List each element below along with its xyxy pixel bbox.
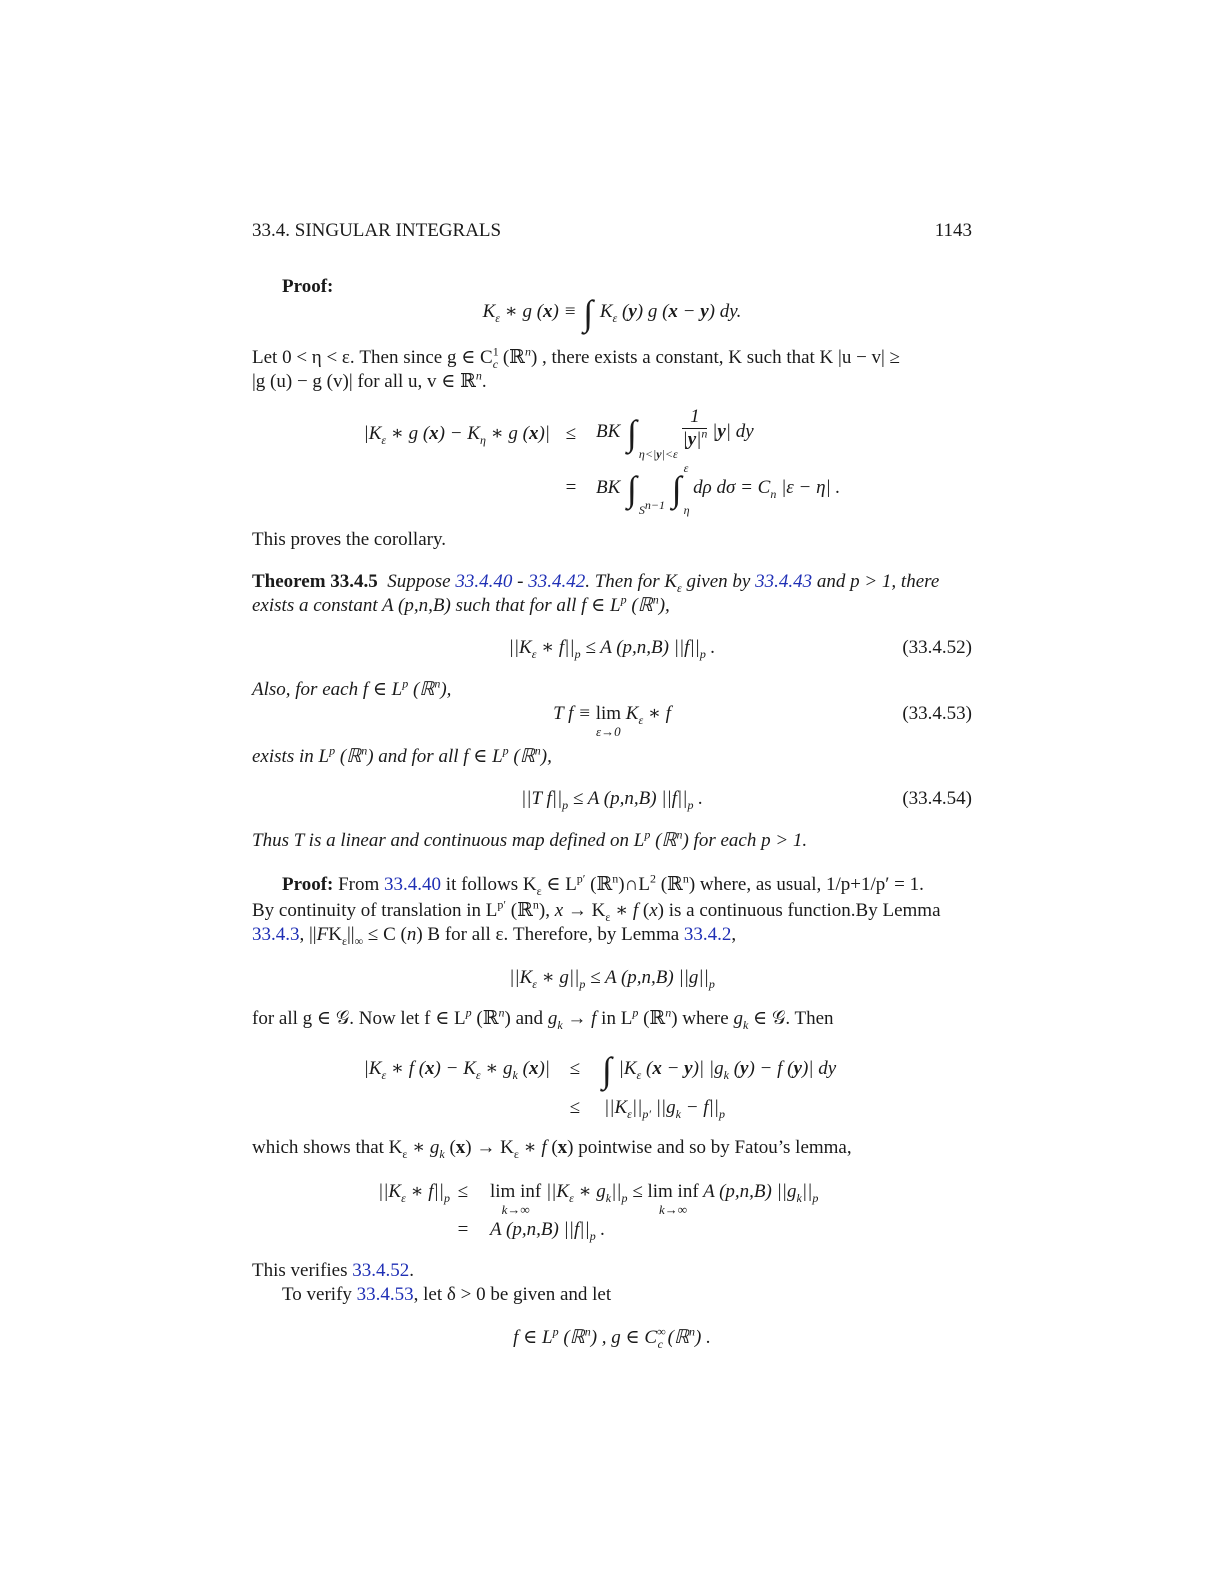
equation-33-4-54: ||T $f||_p \le A$ (p,n,B) $||f||_p$ .	[521, 788, 703, 812]
proof2-line-2: By continuity of translation in $L^{p'}$ (ℝ$^n$), $x \to K_\varepsilon$ ∗ f (x) is a continuous function.By Lemma	[252, 897, 941, 924]
theorem-statement-line-2: exists a constant A (p,n,B) such that for all f ∈ $L^p$ (ℝ$^n$),	[252, 592, 670, 616]
theorem-exists-line: exists in $L^p$ (ℝ$^n$) and for all f ∈ $L^p$ (ℝ$^n$),	[252, 743, 552, 767]
ref-33-4-40[interactable]: 33.4.40	[455, 571, 513, 592]
corollary-conclusion: This proves the corollary.	[252, 529, 446, 550]
verifies-line: This verifies 33.4.52.	[252, 1260, 415, 1281]
proof-paragraph-line-2: |g (u) − g (v)| for all u, v ∈ ℝ$^n$.	[252, 368, 487, 392]
proof2-line-3: 33.4.3, $||FK_\varepsilon||_\infty \le C$ (n) B for all ε. Therefore, by Lemma 33.4.2,	[252, 924, 737, 948]
proof2-line-4: for all g ∈ 𝒢. Now let f ∈ $L^p$ (ℝ$^n$) and $g_k \to f$ in $L^p$ (ℝ$^n$) where $g_k$ ∈ 𝒢. Then	[252, 1005, 834, 1032]
proof-label-1: Proof:	[282, 276, 334, 297]
leq-symbol-3: ≤	[569, 1097, 581, 1118]
eq-symbol: =	[565, 477, 577, 498]
section-header: 33.4. SINGULAR INTEGRALS	[252, 220, 502, 241]
ref-33-4-53[interactable]: 33.4.53	[356, 1284, 414, 1305]
estimate-lhs: $|K_\varepsilon$ ∗ g $(x) - K_\eta$ ∗ g (x)|	[363, 423, 550, 447]
bound-equation: $||K_\varepsilon$ ∗ $g||_p \le A$ (p,n,B) $||g||_p$	[509, 967, 715, 991]
theorem-also-line: Also, for each f ∈ $L^p$ (ℝ$^n$),	[252, 676, 452, 700]
estimate-rhs-2: BK $\int_{S^{n-1}}$ $\int_\eta^\varepsilon$ dρ $d\sigma = C_n$ |ε − η| .	[596, 460, 841, 517]
fatou-lhs: $||K_\varepsilon$ ∗ $f||_p$	[377, 1181, 450, 1205]
eq-number-53: (33.4.53)	[902, 703, 972, 724]
ref-lemma-33-4-2[interactable]: 33.4.2	[683, 924, 732, 945]
difference-rhs-1: ∫ $|K_\varepsilon$ (x − y)| $|g_k$ (y) − f (y)| dy	[602, 1050, 837, 1090]
proof2-line-1: Proof: From 33.4.40 it follows $K_\varepsilon$ ∈ $L^{p'}$ $(ℝ^n)\cap L^2$ (ℝ$^n$) where, as usual, 1/p+1/p′ = 1.	[282, 871, 924, 898]
eq-symbol-2: =	[457, 1219, 469, 1240]
convolution-definition: $K_\varepsilon$ ∗ g (x) ≡ ∫ $K_\varepsilon$ (y) g (x − y) dy.	[482, 293, 742, 333]
proof2-line-5: which shows that $K_\varepsilon$ ∗ $g_k$ $(x) \to K_\varepsilon$ ∗ f (x) pointwise and so by Fatou’s lemma,	[252, 1137, 852, 1161]
ref-33-4-52[interactable]: 33.4.52	[352, 1260, 410, 1281]
ref-33-4-40-b[interactable]: 33.4.40	[384, 874, 442, 895]
theorem-thus-line: Thus T is a linear and continuous map defined on $L^p$ (ℝ$^n$) for each p > 1.	[252, 827, 808, 851]
difference-lhs: $|K_\varepsilon$ ∗ f $(x) - K_\varepsilon$ ∗ $g_k$ (x)|	[363, 1058, 550, 1082]
proof-paragraph-line-1: Let 0 < η < ε. Then since g ∈ $C^1_c$ (ℝ$^n$) , there exists a constant, K such that K |u − v| ≥	[252, 344, 901, 371]
to-verify-line: To verify 33.4.53, let δ > 0 be given and let	[282, 1284, 612, 1305]
page-number: 1143	[934, 220, 972, 241]
leq-symbol-4: ≤	[457, 1181, 469, 1202]
ref-33-4-43[interactable]: 33.4.43	[755, 571, 813, 592]
theorem-statement-line-1: Theorem 33.4.5 Suppose 33.4.40 - 33.4.42. Then for $K_\varepsilon$ given by 33.4.43 and p > 1, there	[252, 571, 940, 595]
ref-33-4-42[interactable]: 33.4.42	[528, 571, 586, 592]
equation-33-4-53: T f ≡ lim ε→0 $K_\varepsilon$ ∗ f	[553, 703, 671, 739]
estimate-rhs-1: BK $\int_{\eta<|y|<\varepsilon}$ $\frac{1}{|y|^n}$ |y| dy	[596, 406, 754, 461]
difference-rhs-2: $||K_\varepsilon||_{p'}$ $||g_k - f||_p$	[604, 1097, 726, 1121]
fatou-rhs-2: A (p,n,B) $||f||_p$ .	[490, 1219, 606, 1243]
eq-number-52: (33.4.52)	[902, 637, 972, 658]
eq-number-54: (33.4.54)	[902, 788, 972, 809]
ref-lemma-33-4-3[interactable]: 33.4.3	[252, 924, 300, 945]
leq-symbol-2: ≤	[569, 1058, 581, 1079]
leq-symbol: ≤	[565, 423, 577, 444]
equation-33-4-52: $||K_\varepsilon$ ∗ $f||_p \le A$ (p,n,B) $||f||_p$ .	[508, 637, 716, 661]
fatou-rhs-1: lim inf k→∞ $||K_\varepsilon$ ∗ $g_k||_p \le \lim$ inf k→∞ A (p,n,B) $||g_k||_p$	[490, 1181, 819, 1217]
final-equation: f ∈ $L^p$ (ℝ$^n$) , g ∈ $C^\infty_c$ (ℝ$^n$) .	[513, 1324, 711, 1351]
